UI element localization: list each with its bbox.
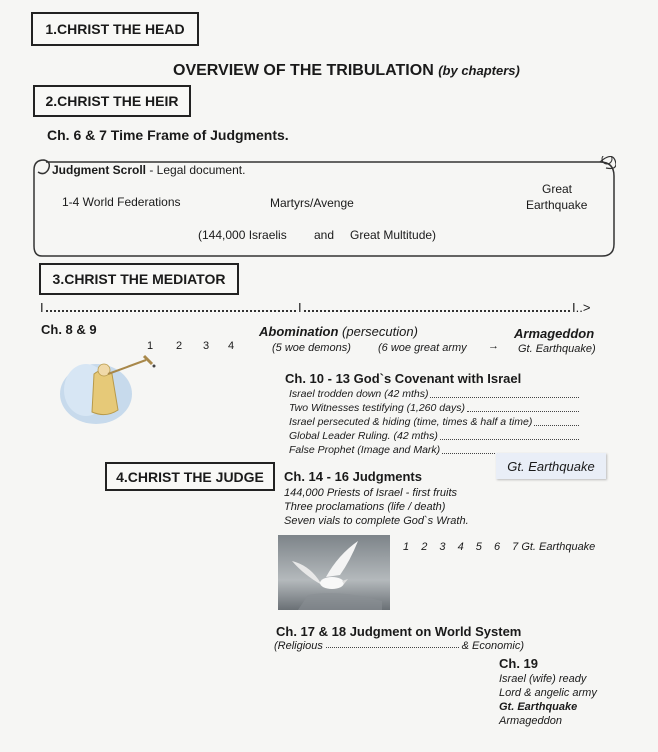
ch14-16-heading: Ch. 14 - 16 Judgments [284,469,422,484]
ch17-18-heading: Ch. 17 & 18 Judgment on World System [276,624,522,639]
scroll-title-bold: Judgment Scroll [52,163,147,177]
ch19-heading: Ch. 19 [499,656,539,671]
box-christ-the-judge [105,462,275,491]
ch17-18-sub [274,640,524,652]
list-item: Two Witnesses testifying (1,260 days) [289,402,581,416]
scroll-title-rest: - Legal document. [146,163,246,177]
scroll-great: Great [542,182,573,196]
title-main: OVERVIEW OF THE TRIBULATION [173,62,434,79]
list-item: Israel (wife) ready [499,673,587,685]
ch8-9-heading: Ch. 8 & 9 [41,322,97,337]
list-item: Three proclamations (life / death) [284,501,446,513]
ch10-13-list [289,388,581,458]
ch14-16-list [284,486,469,528]
box-christ-the-head [31,12,199,46]
ch10-13-heading: Ch. 10 - 13 God`s Covenant with Israel [285,371,522,386]
box-christ-the-mediator [39,263,239,295]
woe-demons: (5 woe demons) [272,342,351,354]
abomination-rest: (persecution) [338,324,418,339]
scroll-multitude: Great Multitude) [350,228,437,242]
scroll-martyrs: Martyrs/Avenge [270,196,354,210]
dotted-leader [326,640,459,648]
vial-num: 5 [475,541,482,553]
ch19-list [499,672,597,728]
armageddon-label: Armageddon [514,326,595,341]
scroll-title [52,163,245,177]
arrow-icon: → [488,340,499,352]
vial-num: 4 [457,541,464,553]
timeline-mid: I [298,300,302,315]
timeline-end: I..> [572,300,591,315]
list-item: Global Leader Ruling. (42 mths) [289,430,581,444]
list-item: Armageddon [499,715,562,727]
economic-label: & Economic) [461,640,524,652]
timeline-segment-1 [46,310,296,312]
list-item: 144,000 Priests of Israel - first fruits [284,487,458,499]
timeline-start: I [40,300,44,315]
list-item: Seven vials to complete God`s Wrath. [284,515,469,527]
timeline-num: 2 [176,340,183,352]
vial-num: 3 [439,541,446,553]
list-item: False Prophet (Image and Mark) [289,444,581,458]
list-item: Israel persecuted & hiding (time, times & half a time) [289,416,581,430]
abomination-bold: Abomination [259,324,339,339]
woe-army: (6 woe great army [378,342,467,354]
judgment-scroll [32,156,614,260]
timeline-num: 1 [147,340,154,352]
angel-trumpet-image [56,352,162,428]
scroll-israelis: (144,000 Israelis [198,228,287,242]
abomination-label [259,324,418,339]
timeline-num: 4 [228,340,235,352]
timeline-segment-2 [304,310,570,312]
vial-num: 2 [421,541,428,553]
scroll-federations: 1-4 World Federations [62,195,181,209]
title-sub: (by chapters) [438,63,520,78]
vial-num: 6 [493,541,501,553]
box-christ-the-heir [33,85,191,117]
timeline-num: 3 [203,340,210,352]
box-mediator-label: 3.CHRIST THE MEDIATOR [52,271,226,287]
list-item: Israel trodden down (42 mths) [289,388,581,402]
page-title [173,62,520,80]
timeline-gt-quake: Gt. Earthquake) [518,343,596,355]
vial-num: 1 [403,541,410,553]
box-head-label: 1.CHRIST THE HEAD [45,21,185,37]
gt-earthquake-box: Gt. Earthquake [496,453,606,479]
scroll-earthquake: Earthquake [526,198,588,212]
vial-gt-quake: Gt. Earthquake [521,541,596,553]
box-judge-label: 4.CHRIST THE JUDGE [116,468,264,485]
ch6-7-heading: Ch. 6 & 7 Time Frame of Judgments. [47,127,289,143]
vials-row [403,541,595,553]
religious-label: (Religious [274,640,323,652]
dove-image [278,535,390,610]
vial-num: 7 [512,541,519,553]
list-item: Gt. Earthquake [499,701,578,713]
scroll-and: and [314,228,335,242]
box-heir-label: 2.CHRIST THE HEIR [45,93,179,109]
list-item: Lord & angelic army [499,687,597,699]
